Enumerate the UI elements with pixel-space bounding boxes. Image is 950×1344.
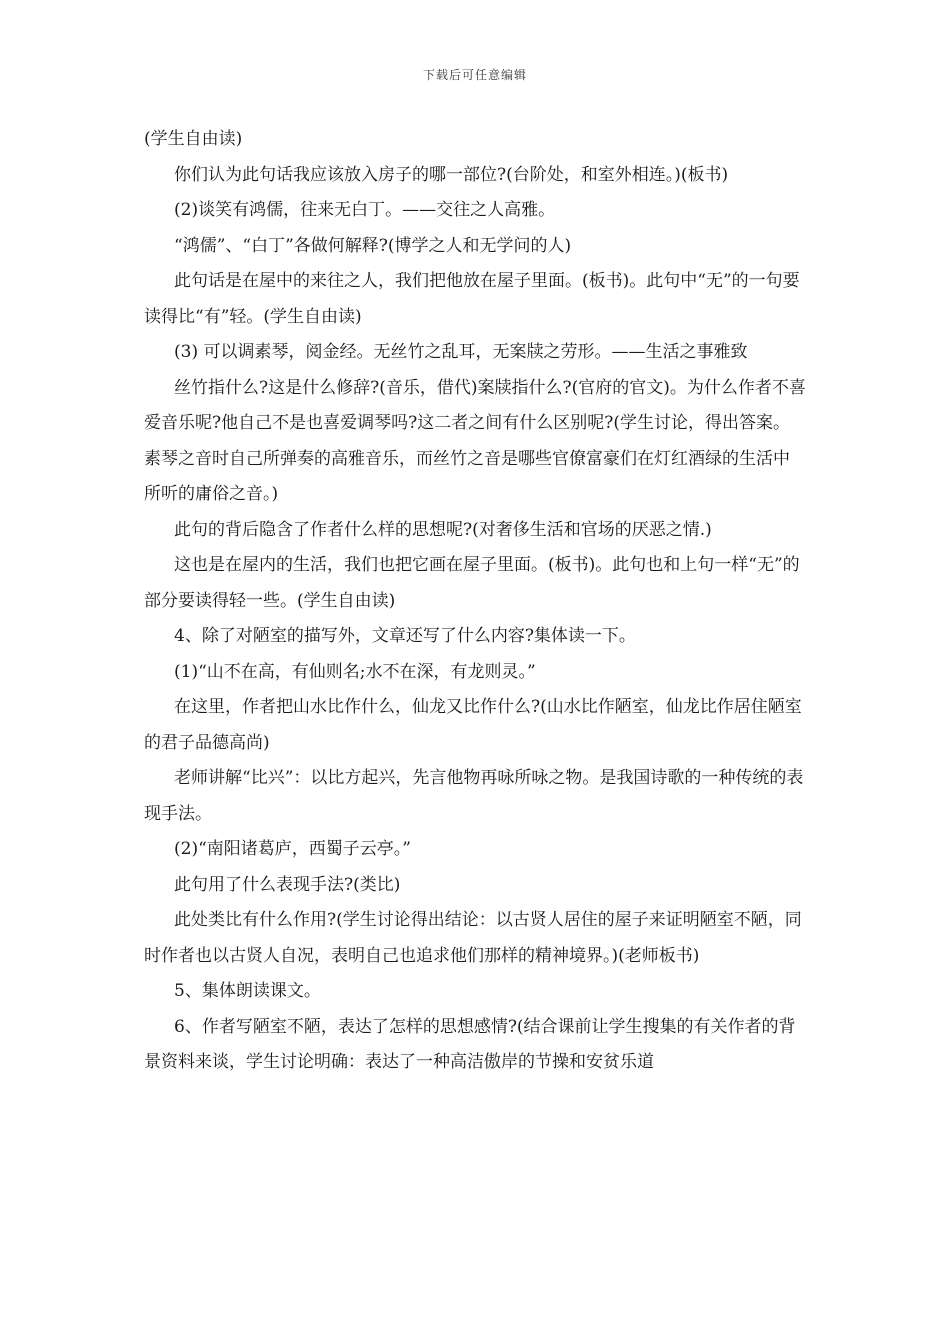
paragraph: 此句的背后隐含了作者什么样的思想呢?(对奢侈生活和官场的厌恶之情.) — [174, 519, 712, 540]
paragraph: 4、除了对陋室的描写外，文章还写了什么内容?集体读一下。 — [174, 626, 636, 646]
paragraph: (3) 可以调素琴，阅金经。无丝竹之乱耳，无案牍之劳形。——生活之事雅致 — [174, 342, 748, 362]
paragraph: 6、作者写陋室不陋，表达了怎样的思想感情?(结合课前让学生搜集的有关作者的背景资料来谈，学生讨论明确：表达了一种高洁傲岸的节操和安贫乐道 — [144, 1016, 796, 1072]
paragraph: “鸿儒”、“白丁”各做何解释?(博学之人和无学问的人) — [174, 235, 572, 256]
paragraph: 此句用了什么表现手法?(类比) — [174, 874, 401, 895]
paragraph: 丝竹指什么?这是什么修辞?(音乐，借代)案牍指什么?(官府的官文)。为什么作者不喜爱音乐呢?他自己不是也喜爱调琴吗?这二者之间有什么区别呢?(学生讨论，得出答案。素琴之音时自己所弹奏的高雅音乐，而丝竹之音是哪些官僚富豪们在灯红酒绿的生活中所听的庸俗之音。) — [144, 377, 806, 504]
document-body — [144, 122, 806, 1081]
paragraph: 老师讲解“比兴”：以比方起兴，先言他物再咏所咏之物。是我国诗歌的一种传统的表现手法。 — [144, 768, 804, 824]
paragraph: (学生自由读) — [144, 129, 243, 149]
paragraph: 此句话是在屋中的来往之人，我们把他放在屋子里面。(板书)。此句中“无”的一句要读得比“有”轻。(学生自由读) — [144, 271, 800, 327]
paragraph: (2)“南阳诸葛庐，西蜀子云亭。” — [174, 839, 411, 859]
paragraph: (2)谈笑有鸿儒，往来无白丁。——交往之人高雅。 — [174, 200, 556, 220]
page-header: 下载后可任意编辑 — [422, 68, 527, 82]
paragraph: 此处类比有什么作用?(学生讨论得出结论：以古贤人居住的屋子来证明陋室不陋，同时作者也以古贤人自况，表明自己也追求他们那样的精神境界。)(老师板书) — [144, 910, 802, 966]
paragraph: 在这里，作者把山水比作什么，仙龙又比作什么?(山水比作陋室，仙龙比作居住陋室的君子品德高尚) — [144, 697, 802, 753]
paragraph: (1)“山不在高，有仙则名;水不在深，有龙则灵。” — [174, 661, 536, 682]
paragraph: 这也是在屋内的生活，我们也把它画在屋子里面。(板书)。此句也和上句一样“无”的部分要读得轻一些。(学生自由读) — [144, 555, 800, 611]
paragraph: 5、集体朗读课文。 — [174, 981, 321, 1001]
paragraph: 你们认为此句话我应该放入房子的哪一部位?(台阶处，和室外相连。)(板书) — [174, 164, 729, 185]
